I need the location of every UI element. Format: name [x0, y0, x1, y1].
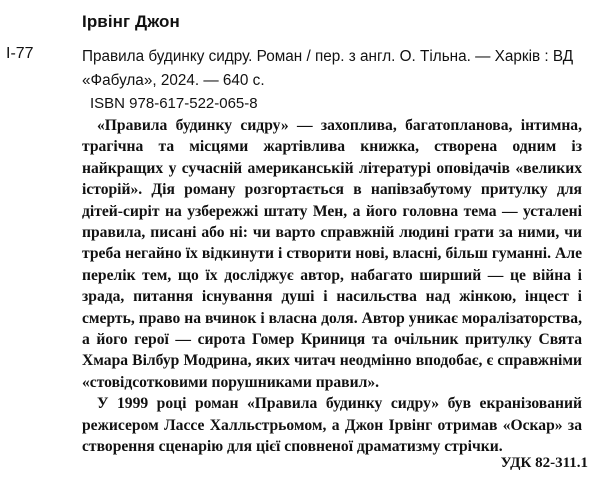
annotation-paragraph: «Правила будинку сидру» — захоплива, багатопланова, інтимна, трагічна та місцями жартівлива книжка, створена одним із найкращих у сучасній американській літературі оповідачів «великих історій». Дія роману розгортається в напівзабутому притулку для дітей-сиріт на узбережжі штату Мен, а його головна тема — усталені правила, писані або ні: чи варто справжній людині грати за ними, чи треба негайно їх відкинути і створити нові, власні, більш гуманні. Але перелік тем, що їх досліджує автор, набагато ширший — це війна і зрада, питання існування душі і насильства над жінкою, інцест і смерть, право на вчинок і власна доля. Автор уникає моралізаторства, а його герої — сирота Гомер Криниця та очільник притулку Свята Хмара Вілбур Модрина, яких читач неодмінно вподобає, є справжніми «стовідсотковими порушниками правил».: [82, 117, 582, 391]
classification-code: І-77: [6, 45, 34, 62]
isbn-line: ISBN 978-617-522-065-8: [90, 95, 258, 112]
bibliographic-description: Правила будинку сидру. Роман / пер. з англ. О. Тільна. — Харків : ВД «Фабула», 2024. — 640 с.: [82, 48, 574, 89]
udk-code: УДК 82-311.1: [500, 455, 588, 471]
annotation-paragraph: У 1999 році роман «Правила будинку сидру» був екранізований режисером Лассе Халльстрьомом, а Джон Ірвінг отримав «Оскар» за створення сценарію для цієї сповненої драматизму стрічки.: [82, 395, 582, 456]
annotation: [82, 115, 582, 458]
author-heading: Ірвінг Джон: [82, 12, 180, 31]
